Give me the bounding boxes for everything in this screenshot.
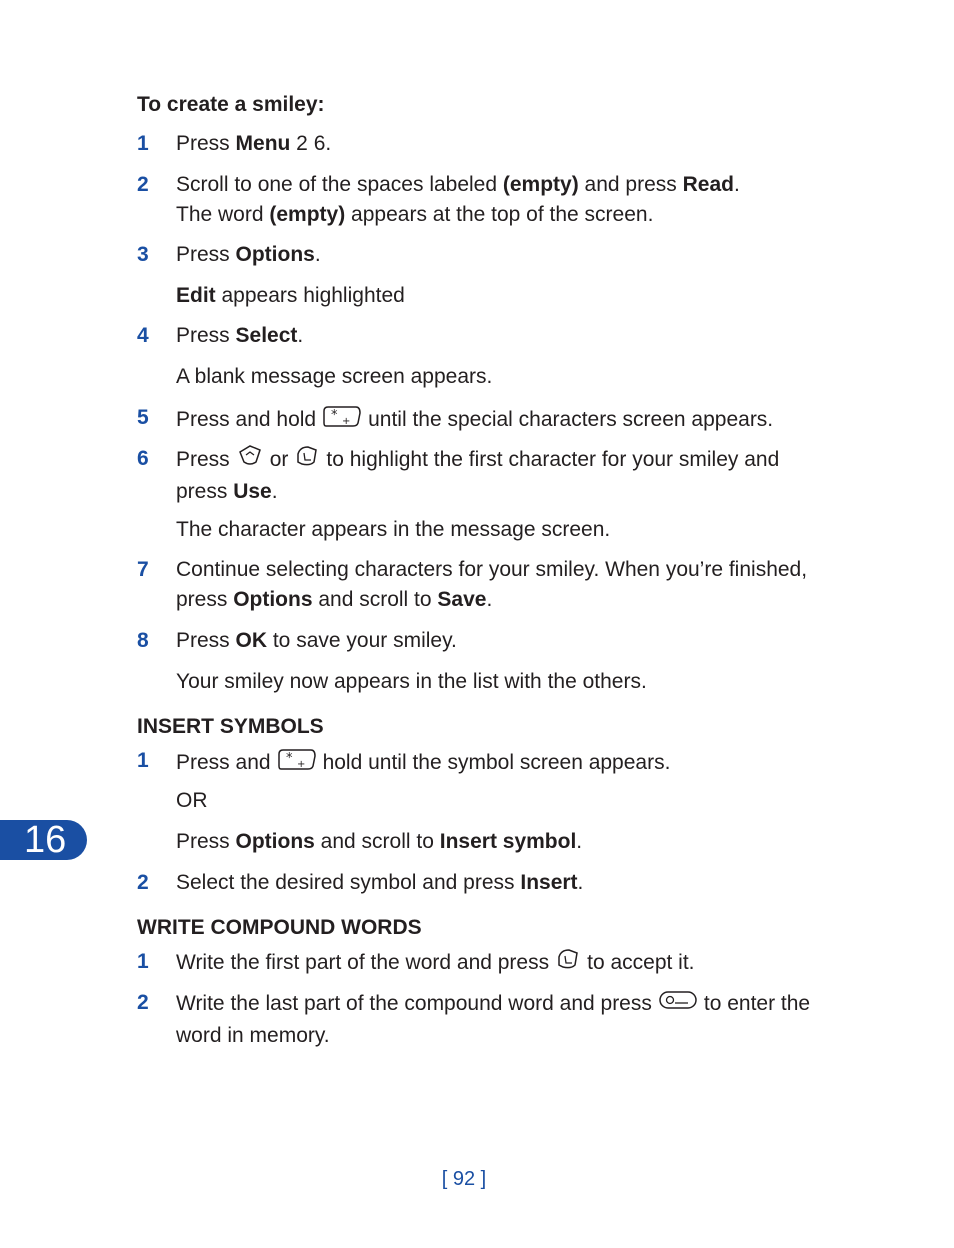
compound-words-heading: WRITE COMPOUND WORDS xyxy=(137,916,422,939)
step-number: 2 xyxy=(137,173,149,196)
step-number: 6 xyxy=(137,447,149,470)
chapter-tab: 16 xyxy=(0,820,87,860)
star-key-icon xyxy=(322,403,362,438)
smiley-heading: To create a smiley: xyxy=(137,93,325,116)
smiley-step-8: 8 Press OK to save your smiley. xyxy=(137,626,837,656)
scroll-down-key-icon xyxy=(555,947,581,980)
smiley-step-2: 2 Scroll to one of the spaces labeled (empty) and press Read. The word (empty) appears at the top of the screen. xyxy=(137,170,837,230)
smiley-step-7: 7 Continue selecting characters for your smiley. When you’re finished, press Options and scroll to Save. xyxy=(137,555,837,615)
insert-symbols-alt: Press Options and scroll to Insert symbol. xyxy=(176,830,583,853)
step-number: 2 xyxy=(137,871,149,894)
smiley-note-4: A blank message screen appears. xyxy=(176,365,493,388)
svg-text:*: * xyxy=(285,751,293,766)
svg-text:*: * xyxy=(331,408,338,423)
step-number: 7 xyxy=(137,558,149,581)
insert-symbols-heading: INSERT SYMBOLS xyxy=(137,715,324,738)
scroll-down-key-icon xyxy=(294,444,320,477)
compound-step-1: 1 Write the first part of the word and press to accept it. xyxy=(137,947,837,980)
compound-step-2: 2 Write the last part of the compound word and press to enter the word in memory. xyxy=(137,988,837,1051)
smiley-step-3: 3 Press Options. xyxy=(137,240,837,270)
svg-text:+: + xyxy=(342,416,351,427)
or-label: OR xyxy=(176,789,208,812)
step-number: 5 xyxy=(137,406,149,429)
step-number: 3 xyxy=(137,243,149,266)
page-number: [ 92 ] xyxy=(441,1168,487,1190)
step-number: 2 xyxy=(137,991,149,1014)
smiley-note-3: Edit appears highlighted xyxy=(176,284,405,307)
insert-symbols-step-2: 2 Select the desired symbol and press Insert. xyxy=(137,868,837,898)
step-number: 4 xyxy=(137,324,149,347)
insert-symbols-step-1: 1 Press and * + hold until the symbol screen appears. xyxy=(137,746,837,781)
step-number: 8 xyxy=(137,629,149,652)
smiley-step-6: 6 Press or to highlight the first character for your smiley and press Use. xyxy=(137,444,837,507)
svg-text:+: + xyxy=(296,759,305,770)
smiley-step-1: 1 Press Menu 2 6. xyxy=(137,129,837,159)
smiley-step-5: 5 Press and hold * + until the special characters screen appears. xyxy=(137,403,837,438)
star-key-icon xyxy=(277,746,317,781)
smiley-note-8: Your smiley now appears in the list with the others. xyxy=(176,670,647,693)
smiley-step-4: 4 Press Select. xyxy=(137,321,837,351)
scroll-up-key-icon xyxy=(236,444,264,477)
send-key-icon xyxy=(658,988,698,1021)
step-number: 1 xyxy=(137,132,149,155)
step-number: 1 xyxy=(137,749,149,772)
smiley-note-6: The character appears in the message screen. xyxy=(176,518,611,541)
step-number: 1 xyxy=(137,950,149,973)
